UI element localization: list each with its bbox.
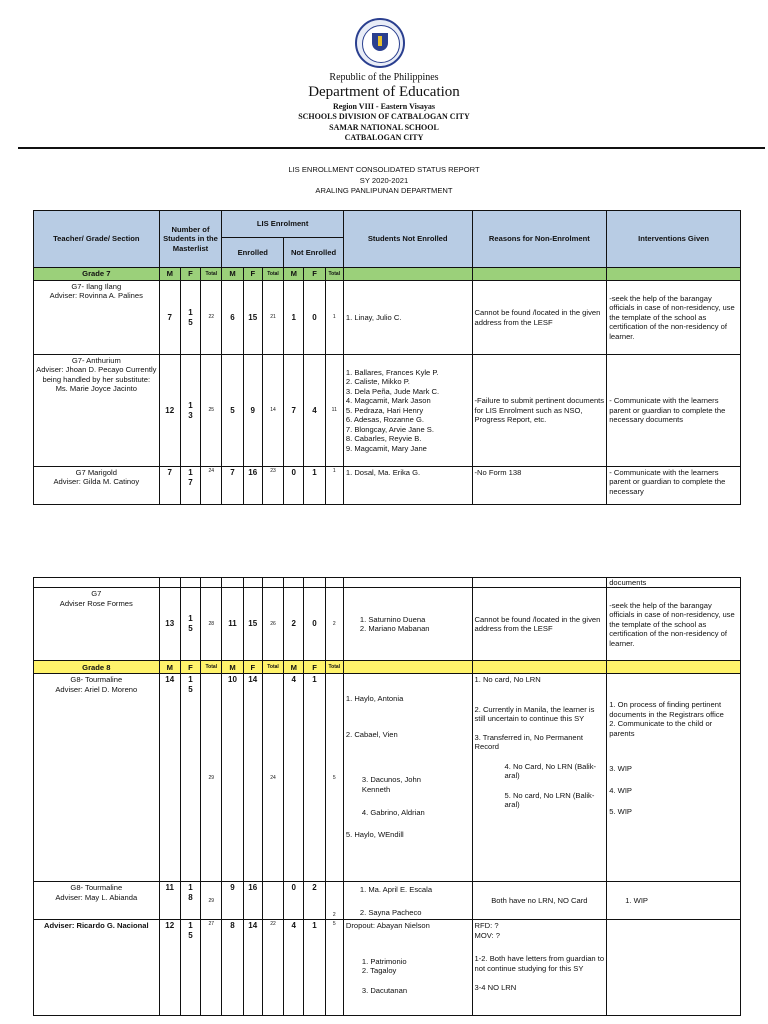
enrolled-m: 11: [222, 588, 243, 661]
not-enrolled-m: 7: [284, 355, 304, 467]
table-row: [34, 467, 741, 505]
department-title: Department of Education: [308, 84, 460, 100]
list-item: 9. Magcamit, Mary Jane: [345, 443, 427, 453]
section-name: G7: [91, 589, 102, 599]
intervention-item: 2. Communicate to the child or parents: [609, 719, 713, 738]
masterlist-f: 1 5: [180, 588, 200, 661]
intervention-cell: - Communicate with the learners parent or guardian to complete the necessary documents: [607, 355, 741, 467]
masterlist-f: 1 7: [180, 467, 200, 505]
reason-cell: [472, 674, 607, 882]
enrolled-m: 6: [222, 281, 243, 355]
students-not-enrolled: [343, 588, 472, 661]
students-not-enrolled: [343, 355, 472, 467]
students-not-enrolled: [343, 882, 472, 920]
not-enrolled-total: 2: [325, 882, 343, 920]
section-cell: [34, 281, 160, 355]
not-enrolled-m: 1: [284, 281, 304, 355]
table-row: [34, 588, 741, 661]
masterlist-m: 13: [159, 588, 180, 661]
masterlist-f: 1 5: [180, 920, 200, 1016]
hdr-m: M: [284, 268, 304, 281]
adviser-name: Adviser: Gilda M. Catinoy: [53, 477, 140, 487]
section-cell: [34, 674, 160, 882]
students-not-enrolled: 1. Linay, Julio C.: [343, 281, 472, 355]
masterlist-f: 1 8: [180, 882, 200, 920]
masterlist-m: 12: [159, 920, 180, 1016]
intervention-cell: [607, 920, 741, 1016]
reason-item: 1-2. Both have letters from guardian to not continue studying for this SY: [474, 954, 605, 973]
republic-line: Republic of the Philippines: [329, 72, 439, 83]
table-row: [34, 920, 741, 1016]
adviser-name: Adviser: May L. Abianda: [55, 892, 138, 902]
hdr-f: F: [180, 661, 200, 674]
col-enrolled: Enrolled: [222, 238, 284, 268]
list-item: 3. Dela Peña, Jude Mark C.: [345, 386, 440, 396]
intervention-continued: documents: [607, 578, 741, 588]
adviser-name: Adviser: Ricardo G. Nacional: [34, 920, 160, 1016]
list-item: 4. Magcamit, Mark Jason: [345, 396, 431, 406]
section-cell: [34, 882, 160, 920]
list-item: 2. Sayna Pacheco: [359, 907, 422, 917]
list-item: 3. Dacutanan: [361, 985, 408, 995]
report-heading: [0, 165, 768, 197]
not-enrolled-m: 0: [284, 882, 304, 920]
enrolled-f: 14: [243, 674, 262, 882]
not-enrolled-f: 0: [304, 281, 325, 355]
city-line: CATBALOGAN CITY: [344, 133, 424, 142]
masterlist-total: 22: [201, 281, 222, 355]
list-item: 1. Ballares, Frances Kyle P.: [345, 367, 439, 377]
masterlist-f: 1 3: [180, 355, 200, 467]
list-item: 5. Pedraza, Hari Henry: [345, 405, 424, 415]
report-dept: ARALING PANLIPUNAN DEPARTMENT: [315, 186, 453, 196]
enrollment-table-page1: [33, 210, 741, 505]
masterlist-m: 14: [159, 674, 180, 882]
intervention-cell: [607, 674, 741, 882]
section-name: G7 Marigold: [75, 468, 117, 477]
masterlist-total: 25: [201, 355, 222, 467]
list-item: 1. Patrimonio: [361, 956, 407, 966]
enrolled-m: 7: [222, 467, 243, 505]
reason-item: 2. Currently in Manila, the learner is still uncertain to continue this SY: [474, 704, 595, 724]
not-enrolled-m: 4: [284, 674, 304, 882]
not-enrolled-total: 11: [325, 355, 343, 467]
intervention-cell: - Communicate with the learners parent or guardian to complete the necessary: [607, 467, 741, 505]
reason-cell: -No Form 138: [472, 467, 607, 505]
students-not-enrolled: 1. Dosal, Ma. Erika G.: [343, 467, 472, 505]
enrolled-total: [262, 882, 283, 920]
table-row: [34, 882, 741, 920]
section-cell: [34, 355, 160, 467]
not-enrolled-total: 5: [325, 674, 343, 882]
students-not-enrolled: [343, 674, 472, 882]
reason-cell: Cannot be found /located in the given address from the LESF: [472, 588, 607, 661]
enrollment-table-page2: [33, 577, 741, 1016]
adviser-name: Adviser: Jhoan D. Pecayo Currently being handled by her substitute: Ms. Marie Joyce Jacinto: [36, 365, 157, 394]
not-enrolled-f: 1: [304, 674, 325, 882]
hdr-f: F: [243, 268, 262, 281]
masterlist-total: 24: [201, 467, 222, 505]
hdr-total: Total: [325, 268, 343, 281]
masterlist-total: 27: [201, 920, 222, 1016]
not-enrolled-f: 0: [304, 588, 325, 661]
hdr-total: Total: [262, 661, 283, 674]
masterlist-m: 11: [159, 882, 180, 920]
list-item: 6. Adesas, Rozanne G.: [345, 415, 424, 425]
enrolled-total: 14: [262, 355, 283, 467]
enrolled-f: 9: [243, 355, 262, 467]
enrolled-m: 10: [222, 674, 243, 882]
col-not-enrolled: Not Enrolled: [284, 238, 344, 268]
masterlist-f: 1 5: [180, 281, 200, 355]
col-interventions: Interventions Given: [607, 211, 741, 268]
hdr-total: Total: [201, 661, 222, 674]
list-item: 1. Ma. April E. Escala: [359, 884, 433, 894]
enrolled-m: 8: [222, 920, 243, 1016]
enrolled-total: 21: [262, 281, 283, 355]
intervention-item: 1. On process of finding pertinent documents in the Registrars office: [609, 700, 724, 719]
dropout-line: Dropout: Abayan Nielson: [345, 921, 430, 931]
not-enrolled-m: 0: [284, 467, 304, 505]
hdr-m: M: [222, 661, 243, 674]
not-enrolled-f: 1: [304, 920, 325, 1016]
masterlist-total: 28: [201, 588, 222, 661]
reason-item: 5. No card, No LRN (Balik-aral): [504, 790, 595, 810]
hdr-total: Total: [262, 268, 283, 281]
mov-line: MOV: ?: [474, 930, 500, 940]
list-item: 4. Gabrino, Aldrian: [361, 808, 425, 818]
hdr-f: F: [243, 661, 262, 674]
grade8-label: Grade 8: [34, 661, 160, 674]
masterlist-total: 29: [201, 882, 222, 920]
enrolled-f: 16: [243, 467, 262, 505]
enrolled-m: 5: [222, 355, 243, 467]
reason-item: 1. No card, No LRN: [474, 675, 541, 685]
masterlist-m: 7: [159, 467, 180, 505]
list-item: 3. Dacunos, John Kenneth: [361, 775, 421, 794]
not-enrolled-total: 5: [325, 920, 343, 1016]
hdr-f: F: [304, 661, 325, 674]
enrolled-f: 15: [243, 588, 262, 661]
masterlist-total: 29: [201, 674, 222, 882]
section-cell: [34, 467, 160, 505]
not-enrolled-f: 4: [304, 355, 325, 467]
col-masterlist: Number of Students in the Masterlist: [159, 211, 222, 268]
hdr-total: Total: [325, 661, 343, 674]
seal-torch-icon: [378, 36, 382, 46]
grade7-label: Grade 7: [34, 268, 160, 281]
not-enrolled-total: 1: [325, 467, 343, 505]
not-enrolled-m: 4: [284, 920, 304, 1016]
enrolled-total: 24: [262, 674, 283, 882]
intervention-item: 5. WIP: [609, 807, 632, 817]
section-name: G8- Tourmaline: [70, 675, 123, 685]
reason-cell: [472, 920, 607, 1016]
hdr-m: M: [159, 268, 180, 281]
table-row: [34, 578, 741, 588]
not-enrolled-total: 1: [325, 281, 343, 355]
enrolled-f: 16: [243, 882, 262, 920]
table-row: [34, 355, 741, 467]
col-lis-enrolment: LIS Enrolment: [222, 211, 344, 238]
table-row: [34, 281, 741, 355]
list-item: 2. Cabael, Vien: [345, 729, 398, 739]
list-item: 7. Blongcay, Arvie Jane S.: [345, 424, 434, 434]
table-row: [34, 674, 741, 882]
report-title: LIS ENROLLMENT CONSOLIDATED STATUS REPORT: [288, 165, 480, 174]
enrolled-m: 9: [222, 882, 243, 920]
list-item: 8. Cabarles, Reyvie B.: [345, 434, 422, 444]
col-students-not-enrolled: Students Not Enrolled: [343, 211, 472, 268]
intervention-cell: -seek the help of the barangay officials in case of non-residency, use the template of the school as certification of the non-residency of learner.: [607, 281, 741, 355]
enrolled-f: 14: [243, 920, 262, 1016]
reason-item: 3-4 NO LRN: [474, 983, 517, 993]
hdr-f: F: [180, 268, 200, 281]
col-reasons: Reasons for Non-Enrolment: [472, 211, 607, 268]
reason-cell: -Failure to submit pertinent documents for LIS Enrolment such as NSO, Progress Report, etc.: [472, 355, 607, 467]
masterlist-f: 1 5: [180, 674, 200, 882]
list-item: 2. Mariano Mabanan: [359, 624, 430, 634]
masterlist-m: 7: [159, 281, 180, 355]
not-enrolled-m: 2: [284, 588, 304, 661]
deped-seal: [355, 18, 405, 68]
reason-cell: Cannot be found /located in the given address from the LESF: [472, 281, 607, 355]
hdr-m: M: [159, 661, 180, 674]
hdr-total: Total: [201, 268, 222, 281]
not-enrolled-total: 2: [325, 588, 343, 661]
list-item: 5. Haylo, WEndill: [345, 829, 404, 839]
header-divider: [18, 147, 765, 149]
not-enrolled-f: 1: [304, 467, 325, 505]
region-line: Region VIII - Eastern Visayas: [332, 102, 436, 111]
rfd-line: RFD: ?: [474, 921, 499, 931]
list-item: 1. Saturnino Duena: [359, 615, 426, 624]
reason-item: 3. Transferred in, No Permanent Record: [474, 732, 583, 752]
masterlist-m: 12: [159, 355, 180, 467]
not-enrolled-f: 2: [304, 882, 325, 920]
enrolled-total: 26: [262, 588, 283, 661]
section-name: G8- Tourmaline: [70, 883, 123, 893]
school-line: SAMAR NATIONAL SCHOOL: [329, 123, 439, 132]
reason-item: 4. No Card, No LRN (Balik-aral): [504, 761, 597, 781]
list-item: 2. Caliste, Mikko P.: [345, 377, 410, 387]
enrolled-total: 23: [262, 467, 283, 505]
intervention-cell: 1. WIP: [607, 882, 741, 920]
section-name: G7- Ilang Ilang: [71, 282, 122, 291]
section-cell: [34, 588, 160, 661]
section-name: G7- Anthurium: [71, 356, 121, 365]
enrolled-total: 22: [262, 920, 283, 1016]
report-sy: SY 2020-2021: [359, 175, 409, 185]
enrolled-f: 15: [243, 281, 262, 355]
list-item: 1. Haylo, Antonia: [345, 694, 404, 704]
division-line: SCHOOLS DIVISION OF CATBALOGAN CITY: [298, 112, 470, 121]
students-not-enrolled: [343, 920, 472, 1016]
reason-cell: Both have no LRN, NO Card: [472, 882, 607, 920]
hdr-m: M: [222, 268, 243, 281]
hdr-m: M: [284, 661, 304, 674]
intervention-item: 4. WIP: [609, 785, 632, 795]
adviser-name: Adviser: Ariel D. Moreno: [55, 684, 138, 694]
adviser-name: Adviser Rose Formes: [59, 598, 133, 608]
intervention-item: 3. WIP: [609, 764, 632, 774]
adviser-name: Adviser: Rovinna A. Palines: [49, 291, 143, 301]
col-teacher: Teacher/ Grade/ Section: [34, 211, 160, 268]
list-item: 2. Tagaloy: [361, 966, 397, 976]
hdr-f: F: [304, 268, 325, 281]
intervention-cell: -seek the help of the barangay officials in case of non-residency, use the template of the school as certification of the non-residency of learner.: [607, 588, 741, 661]
